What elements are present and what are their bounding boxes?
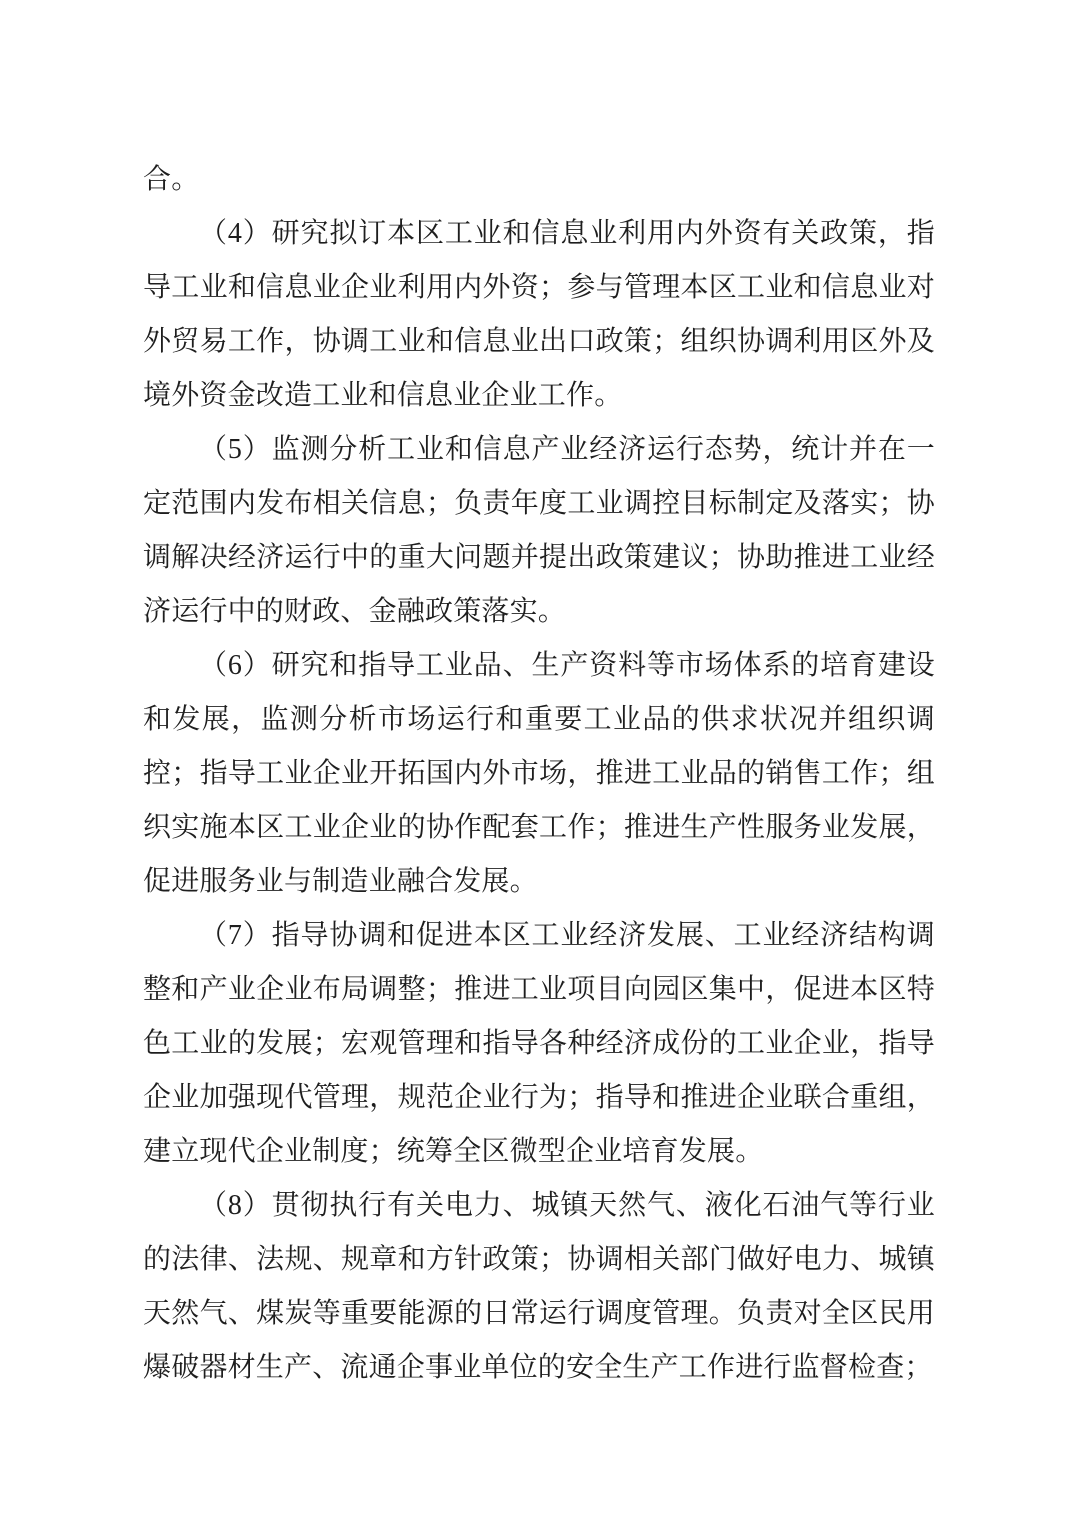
paragraph-item-6: （6）研究和指导工业品、生产资料等市场体系的培育建设和发展，监测分析市场运行和重要工业品的供求状况并组织调控；指导工业企业开拓国内外市场，推进工业品的销售工作；组织实施本区工业企业的协作配套工作；推进生产性服务业发展，促进服务业与制造业融合发展。 — [143, 650, 935, 897]
paragraph-item-4: （4）研究拟订本区工业和信息业利用内外资有关政策，指导工业和信息业企业利用内外资；参与管理本区工业和信息业对外贸易工作，协调工业和信息业出口政策；组织协调利用区外及境外资金改造工业和信息业企业工作。 — [143, 218, 935, 411]
paragraph-item-5: （5）监测分析工业和信息产业经济运行态势，统计并在一定范围内发布相关信息；负责年度工业调控目标制定及落实；协调解决经济运行中的重大问题并提出政策建议；协助推进工业经济运行中的财政、金融政策落实。 — [143, 434, 935, 627]
paragraph-item-8: （8）贯彻执行有关电力、城镇天然气、液化石油气等行业的法律、法规、规章和方针政策；协调相关部门做好电力、城镇天然气、煤炭等重要能源的日常运行调度管理。负责对全区民用爆破器材生产、流通企事业单位的安全生产工作进行监督检查； — [143, 1190, 935, 1383]
document-text-block — [143, 153, 935, 1395]
paragraph-continuation: 合。 — [143, 164, 200, 195]
paragraph-item-7: （7）指导协调和促进本区工业经济发展、工业经济结构调整和产业企业布局调整；推进工业项目向园区集中，促进本区特色工业的发展；宏观管理和指导各种经济成份的工业企业，指导企业加强现代管理，规范企业行为；指导和推进企业联合重组，建立现代企业制度；统筹全区微型企业培育发展。 — [143, 920, 935, 1167]
